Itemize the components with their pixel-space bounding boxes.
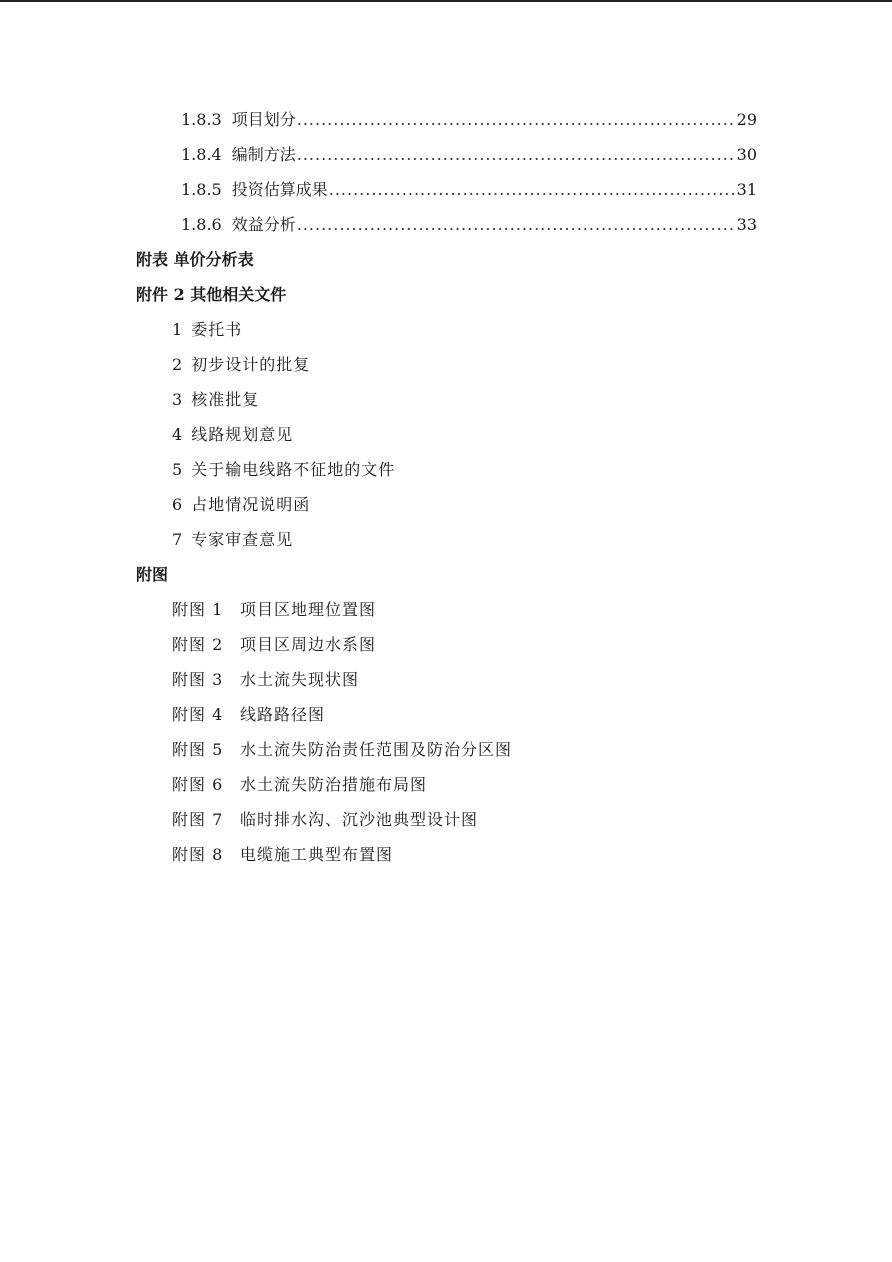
- attachment-item: [172, 417, 892, 452]
- figure-item: [172, 697, 892, 732]
- figure-title: 临时排水沟、沉沙池典型设计图: [240, 810, 479, 829]
- toc-entry-title: 投资估算成果: [231, 180, 328, 199]
- figure-item: [172, 837, 892, 872]
- toc-heading-attachment: 附件 2 其他相关文件: [136, 285, 287, 304]
- toc-entry-1-8-4[interactable]: [181, 137, 757, 172]
- toc-entry-number: 1.8.3: [181, 110, 222, 129]
- toc-entry-number: 1.8.4: [181, 145, 222, 164]
- toc-entry-title: 效益分析: [231, 215, 296, 234]
- attachment-number: 7: [172, 530, 184, 549]
- figure-title: 水土流失现状图: [240, 670, 360, 689]
- attachment-item: [172, 312, 892, 347]
- dot-leader: [329, 172, 736, 207]
- figure-title: 项目区地理位置图: [240, 600, 377, 619]
- figure-label: 附图 1: [172, 600, 224, 619]
- figure-item: [172, 662, 892, 697]
- attachment-number: 5: [172, 460, 184, 479]
- attachment-title: 关于输电线路不征地的文件: [191, 460, 396, 479]
- figure-label: 附图 4: [172, 705, 224, 724]
- figure-label: 附图 5: [172, 740, 224, 759]
- figure-title: 水土流失防治责任范围及防治分区图: [240, 740, 513, 759]
- figure-label: 附图 2: [172, 635, 224, 654]
- toc-entry-number: 1.8.5: [181, 180, 222, 199]
- figure-title: 项目区周边水系图: [240, 635, 377, 654]
- figure-item: [172, 732, 892, 767]
- toc-heading-figures: 附图: [136, 565, 169, 584]
- figure-item: [172, 627, 892, 662]
- attachment-item: [172, 522, 892, 557]
- page-top-border: [0, 0, 892, 2]
- figure-item: [172, 802, 892, 837]
- toc-entry-1-8-6[interactable]: [181, 207, 757, 242]
- toc-entry-page: 30: [736, 145, 757, 164]
- attachment-item: [172, 382, 892, 417]
- dot-leader: [297, 137, 736, 172]
- attachment-number: 3: [172, 390, 184, 409]
- attachment-title: 委托书: [191, 320, 243, 339]
- toc-entry-page: 29: [736, 110, 757, 129]
- toc-entry-1-8-5[interactable]: [181, 172, 757, 207]
- figure-title: 线路路径图: [240, 705, 326, 724]
- attachment-number: 6: [172, 495, 184, 514]
- toc-heading-schedule: 附表 单价分析表: [136, 250, 254, 269]
- attachment-title: 初步设计的批复: [191, 355, 311, 374]
- attachment-title: 占地情况说明函: [191, 495, 311, 514]
- attachment-number: 2: [172, 355, 184, 374]
- attachment-number: 1: [172, 320, 184, 339]
- figure-title: 电缆施工典型布置图: [240, 845, 394, 864]
- toc-entry-number: 1.8.6: [181, 215, 222, 234]
- attachment-title: 核准批复: [191, 390, 260, 409]
- figure-item: [172, 592, 892, 627]
- toc-entry-page: 31: [736, 180, 757, 199]
- toc-entry-title: 编制方法: [231, 145, 296, 164]
- table-of-contents: [0, 102, 892, 872]
- figure-label: 附图 8: [172, 845, 224, 864]
- dot-leader: [297, 102, 736, 137]
- toc-entry-page: 33: [736, 215, 757, 234]
- toc-entry-title: 项目划分: [231, 110, 296, 129]
- attachment-title: 线路规划意见: [191, 425, 294, 444]
- figure-label: 附图 3: [172, 670, 224, 689]
- attachment-item: [172, 452, 892, 487]
- figure-title: 水土流失防治措施布局图: [240, 775, 428, 794]
- figure-label: 附图 6: [172, 775, 224, 794]
- attachment-item: [172, 487, 892, 522]
- attachment-number: 4: [172, 425, 184, 444]
- attachment-title: 专家审查意见: [191, 530, 294, 549]
- figure-item: [172, 767, 892, 802]
- toc-entry-1-8-3[interactable]: [181, 102, 757, 137]
- figure-label: 附图 7: [172, 810, 224, 829]
- dot-leader: [297, 207, 736, 242]
- attachment-item: [172, 347, 892, 382]
